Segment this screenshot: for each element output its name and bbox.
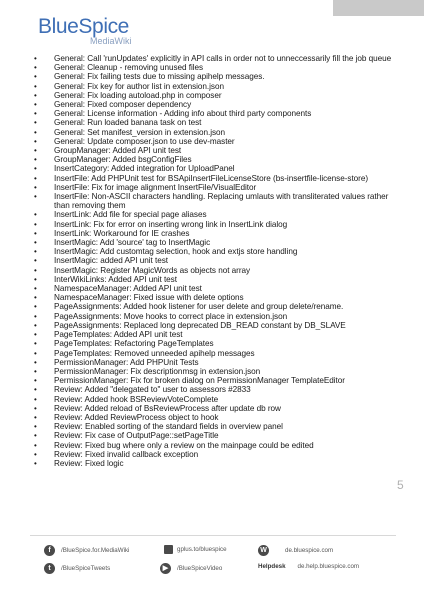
changelog-text: InsertMagic: Add customtag selection, hook and extjs store handling [54,247,298,257]
changelog-item [30,146,402,155]
changelog-text: General: Fixed composer dependency [54,100,192,110]
bullet-icon: • [34,385,37,395]
bullet-icon: • [34,265,37,275]
bullet-icon: • [34,81,37,91]
changelog-item [30,220,402,229]
changelog-text: PageTemplates: Added API unit test [54,330,183,340]
changelog-text: PageAssignments: Move hooks to correct place in extension.json [54,311,288,321]
changelog-text: General: Update composer.json to use dev-master [54,136,235,146]
changelog-list [30,54,402,468]
changelog-text: General: Fix key for author list in extension.json [54,81,224,91]
changelog-item [30,441,402,450]
changelog-item [30,54,402,63]
changelog-text: PageTemplates: Refactoring PageTemplates [54,339,214,349]
bullet-icon: • [34,192,37,202]
changelog-item [30,82,402,91]
bullet-icon: • [34,348,37,358]
changelog-text: Review: Added reload of BsReviewProcess after update db row [54,403,281,413]
bullet-icon: • [34,109,37,119]
changelog-text: Review: Fixed logic [54,458,124,468]
bullet-icon: • [34,357,37,367]
changelog-item [30,422,402,431]
page-number: 5 [397,478,404,492]
changelog-text: General: License information - Adding info about third party components [54,109,312,119]
changelog-item [30,238,402,247]
changelog-item [30,247,402,256]
changelog-item [30,256,402,265]
changelog-text: Review: Fixed invalid callback exception [54,449,199,459]
changelog-item [30,155,402,164]
helpdesk-link[interactable]: de.help.bluespice.com [297,563,360,570]
bullet-icon: • [34,100,37,110]
bullet-icon: • [34,63,37,73]
changelog-item [30,431,402,440]
changelog-text: PageAssignments: Added hook listener for user delete and group delete/rename. [54,302,344,312]
bullet-icon: • [34,284,37,294]
changelog-item [30,302,402,311]
changelog-text: PermissionManager: Fix for broken dialog on PermissionManager TemplateEditor [54,376,345,386]
wordpress-icon: W [258,545,269,556]
footer-facebook[interactable] [44,545,129,556]
footer-twitter[interactable] [44,563,110,574]
facebook-icon: f [44,545,55,556]
changelog-item [30,385,402,394]
changelog-item [30,72,402,81]
changelog-text: Review: Fixed bug where only a review on the mainpage could be edited [54,440,314,450]
changelog-text: Review: Enabled sorting of the standard fields in overview panel [54,422,283,432]
bullet-icon: • [34,311,37,321]
bullet-icon: • [34,403,37,413]
changelog-item [30,164,402,173]
bullet-icon: • [34,330,37,340]
changelog-text: InsertMagic: Add 'source' tag to InsertMagic [54,238,211,248]
bullet-icon: • [34,366,37,376]
bullet-icon: • [34,219,37,229]
footer-helpdesk[interactable] [258,563,359,570]
changelog-item [30,118,402,127]
changelog-text: InsertFile: Add PHPUnit test for BSApiInsertFileLicenseStore (bs-insertfile-license-store) [54,173,369,183]
changelog-text: General: Set manifest_version in extension.json [54,127,226,137]
changelog-text: InsertMagic: added API unit test [54,256,169,266]
changelog-text: InsertLink: Workaround for IE crashes [54,228,190,238]
changelog-item [30,413,402,422]
bullet-icon: • [34,164,37,174]
youtube-icon: ▶ [160,563,171,574]
changelog-text: InsertFile: Non-ASCII characters handling. Replacing umlauts with transliterated values rather than removing them [54,192,389,211]
changelog-text: InsertFile: Fix for image alignment InsertFile/VisualEditor [54,182,257,192]
changelog-item [30,376,402,385]
twitter-link[interactable]: /BlueSpiceTweets [61,565,111,572]
bullet-icon: • [34,449,37,459]
changelog-item [30,109,402,118]
bullet-icon: • [34,155,37,165]
changelog-item [30,192,402,210]
changelog-item [30,275,402,284]
footer-wordpress[interactable] [258,545,333,556]
footer [0,540,424,590]
bullet-icon: • [34,256,37,266]
changelog-text: GroupManager: Added API unit test [54,146,182,156]
bullet-icon: • [34,302,37,312]
changelog-item [30,293,402,302]
bullet-icon: • [34,238,37,248]
bullet-icon: • [34,339,37,349]
changelog-item [30,367,402,376]
changelog-text: InterWikiLinks: Added API unit test [54,274,177,284]
logo-subtitle: MediaWiki [90,36,132,46]
changelog-text: Review: Added "delegated to" user to assessors #2833 [54,385,251,395]
changelog-item [30,330,402,339]
changelog-text: NamespaceManager: Added API unit test [54,284,202,294]
changelog-text: PermissionManager: Fix descriptionmsg in extension.json [54,366,261,376]
bullet-icon: • [34,173,37,183]
changelog-item [30,358,402,367]
changelog-text: PageTemplates: Removed unneeded apihelp messages [54,348,255,358]
changelog-text: Review: Added hook BSReviewVoteComplete [54,394,219,404]
changelog-item [30,459,402,468]
bullet-icon: • [34,72,37,82]
changelog-item [30,137,402,146]
changelog-text: GroupManager: Added bsgConfigFiles [54,155,192,165]
youtube-link[interactable]: /BlueSpiceVideo [177,565,223,572]
changelog-item [30,91,402,100]
changelog-text: InsertMagic: Register MagicWords as objects not array [54,265,251,275]
changelog-item [30,174,402,183]
changelog-text: Review: Added ReviewProcess object to hook [54,412,219,422]
bullet-icon: • [34,422,37,432]
top-corner-bar [333,0,424,16]
changelog-item [30,100,402,109]
bullet-icon: • [34,127,37,137]
bullet-icon: • [34,54,37,63]
changelog-item [30,266,402,275]
changelog-item [30,321,402,330]
bullet-icon: • [34,440,37,450]
changelog-item [30,63,402,72]
changelog-text: General: Fix failing tests due to missing apihelp messages. [54,72,265,82]
bullet-icon: • [34,247,37,257]
bullet-icon: • [34,210,37,220]
footer-gplus[interactable] [164,545,227,554]
changelog-text: NamespaceManager: Fixed issue with delete options [54,293,244,303]
gplus-icon [164,545,173,554]
changelog-item [30,128,402,137]
changelog-text: PageAssignments: Replaced long deprecated DB_READ constant by DB_SLAVE [54,320,346,330]
changelog-item [30,395,402,404]
changelog-text: Review: Fix case of OutputPage::setPageTitle [54,431,219,441]
changelog-item [30,312,402,321]
changelog-item [30,210,402,219]
changelog-text: General: Cleanup - removing unused files [54,63,204,73]
changelog-text: InsertCategory: Added integration for UploadPanel [54,164,235,174]
bullet-icon: • [34,394,37,404]
logo-text: BlueSpice [38,15,129,38]
bullet-icon: • [34,118,37,128]
facebook-link[interactable]: /BlueSpice.for.MediaWiki [61,547,130,554]
bluespice-logo [38,15,148,49]
wordpress-link[interactable]: de.bluespice.com [285,547,334,554]
bullet-icon: • [34,182,37,192]
bullet-icon: • [34,136,37,146]
changelog-text: General: Run loaded banana task on test [54,118,202,128]
twitter-icon: t [44,563,55,574]
bullet-icon: • [34,431,37,441]
bullet-icon: • [34,458,37,468]
bullet-icon: • [34,228,37,238]
bullet-icon: • [34,293,37,303]
changelog-text: InsertLink: Add file for special page aliases [54,210,207,220]
bullet-icon: • [34,376,37,386]
footer-youtube[interactable] [160,563,222,574]
gplus-link[interactable]: gplus.to/bluespice [177,546,227,553]
changelog-text: InsertLink: Fix for error on inserting wrong link in InsertLink dialog [54,219,288,229]
changelog-item [30,183,402,192]
changelog-item [30,339,402,348]
changelog-item [30,229,402,238]
changelog-text: General: Fix loading autoload.php in composer [54,90,222,100]
changelog-item [30,404,402,413]
changelog-text: General: Call 'runUpdates' explicitly in API calls in order not to unneccessarily fill the job queue [54,54,392,63]
helpdesk-label: Helpdesk [258,563,286,570]
bullet-icon: • [34,146,37,156]
bullet-icon: • [34,320,37,330]
changelog-text: PermissionManager: Add PHPUnit Tests [54,357,199,367]
bullet-icon: • [34,90,37,100]
changelog-item [30,450,402,459]
changelog-item [30,349,402,358]
bullet-icon: • [34,412,37,422]
footer-divider [30,535,396,536]
changelog-item [30,284,402,293]
bullet-icon: • [34,274,37,284]
